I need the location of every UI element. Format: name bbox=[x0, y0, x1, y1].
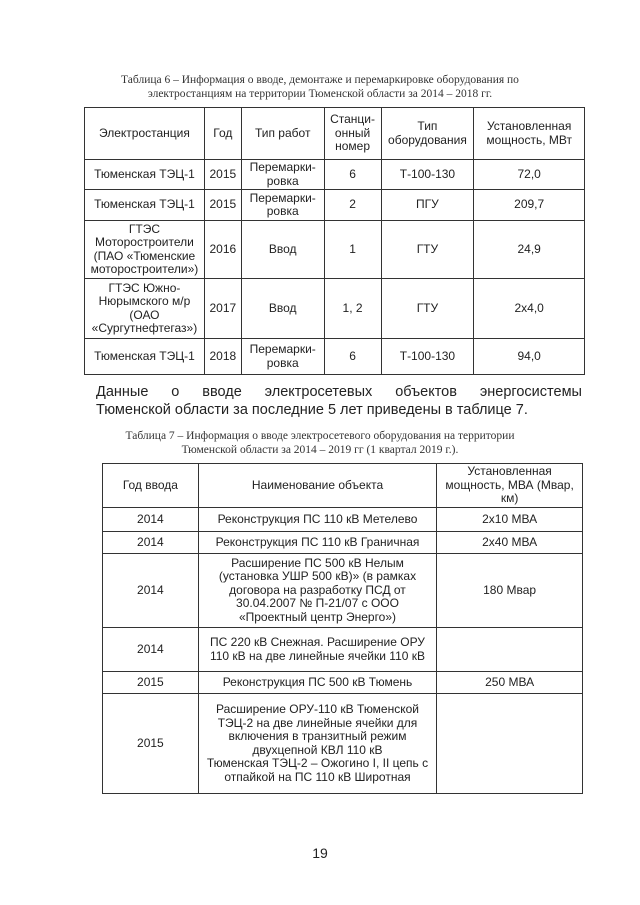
table-cell: Тюменская ТЭЦ-1 bbox=[85, 160, 205, 190]
table-cell: 2х4,0 bbox=[474, 279, 585, 339]
table-cell: 94,0 bbox=[474, 339, 585, 375]
table-cell: ПС 220 кВ Снежная. Расширение ОРУ 110 кВ на две линейные ячейки 110 кВ bbox=[198, 628, 436, 672]
table-cell: Расширение ПС 500 кВ Нелым (установка УШР 500 кВ)» (в рамках договора на разработку ПСД от 30.04.2007 № П-21/07 с ООО «Проектный центр Энерго») bbox=[198, 554, 436, 628]
table-cell: Тюменская ТЭЦ-1 bbox=[85, 190, 205, 221]
paragraph-word: о bbox=[171, 384, 180, 400]
table-row bbox=[85, 190, 585, 221]
table-row bbox=[85, 279, 585, 339]
table6 bbox=[84, 107, 585, 375]
table-cell: Реконструкция ПС 110 кВ Граничная bbox=[198, 532, 436, 554]
table-cell: Т-100-130 bbox=[381, 160, 474, 190]
table6-header-row bbox=[85, 108, 585, 160]
table-cell: 6 bbox=[324, 339, 381, 375]
table6-header-work-type: Тип работ bbox=[241, 108, 324, 160]
table-cell: 24,9 bbox=[474, 221, 585, 279]
table7-header-object-name: Наименование объекта bbox=[198, 464, 436, 508]
table-cell: 2015 bbox=[204, 190, 241, 221]
table-cell: ГТУ bbox=[381, 221, 474, 279]
body-paragraph bbox=[96, 383, 582, 419]
table-cell: 209,7 bbox=[474, 190, 585, 221]
table-cell: Т-100-130 bbox=[381, 339, 474, 375]
table-cell: Тюменская ТЭЦ-1 bbox=[85, 339, 205, 375]
table-cell: 2014 bbox=[103, 628, 199, 672]
table-cell: ГТЭС Моторостроители (ПАО «Тюменские моторостроители») bbox=[85, 221, 205, 279]
table-cell: Перемарки- ровка bbox=[241, 339, 324, 375]
table-cell bbox=[437, 628, 583, 672]
table6-caption-line2: электростанциям на территории Тюменской области за 2014 – 2018 гг. bbox=[147, 88, 493, 100]
table-cell: 2014 bbox=[103, 554, 199, 628]
table-cell: 2015 bbox=[103, 672, 199, 694]
table-cell: 1 bbox=[324, 221, 381, 279]
table7 bbox=[102, 463, 583, 794]
table6-caption bbox=[60, 73, 580, 101]
table7-caption-line2: Тюменской области за 2014 – 2019 гг (1 квартал 2019 г.). bbox=[181, 444, 459, 456]
table-cell: Ввод bbox=[241, 279, 324, 339]
table-cell: 6 bbox=[324, 160, 381, 190]
table-cell: Ввод bbox=[241, 221, 324, 279]
table-row bbox=[85, 221, 585, 279]
table6-header-capacity: Установленная мощность, МВт bbox=[474, 108, 585, 160]
table-row bbox=[103, 672, 583, 694]
paragraph-word: электросетевых bbox=[264, 384, 373, 400]
table-cell: 2017 bbox=[204, 279, 241, 339]
table7-caption-line1: Таблица 7 – Информация о вводе электросетевого оборудования на территории bbox=[125, 430, 515, 442]
table-cell: ГТЭС Южно- Нюрымского м/р (ОАО «Сургутнефтегаз») bbox=[85, 279, 205, 339]
table-cell: 2018 bbox=[204, 339, 241, 375]
paragraph-line1 bbox=[96, 383, 582, 401]
paragraph-line2: Тюменской области за последние 5 лет приведены в таблице 7. bbox=[96, 402, 528, 418]
table7-header-year: Год ввода bbox=[103, 464, 199, 508]
table6-caption-line1: Таблица 6 – Информация о вводе, демонтаже и перемаркировке оборудования по bbox=[121, 74, 519, 86]
table6-header-station-number: Станци- онный номер bbox=[324, 108, 381, 160]
table-cell: Реконструкция ПС 500 кВ Тюмень bbox=[198, 672, 436, 694]
table-cell: Расширение ОРУ-110 кВ Тюменской ТЭЦ-2 на две линейные ячейки для включения в транзитный режим двухцепной КВЛ 110 кВ Тюменская ТЭЦ-2 – Ожогино I, II цепь с отпайкой на ПС 110 кВ Широтная bbox=[198, 694, 436, 794]
table-row bbox=[85, 160, 585, 190]
table-cell: 1, 2 bbox=[324, 279, 381, 339]
table-cell: Реконструкция ПС 110 кВ Метелево bbox=[198, 508, 436, 532]
table7-header-capacity: Установленная мощность, МВА (Мвар, км) bbox=[437, 464, 583, 508]
table-cell: 2016 bbox=[204, 221, 241, 279]
table-row bbox=[103, 554, 583, 628]
table-cell: 2014 bbox=[103, 508, 199, 532]
paragraph-word: Данные bbox=[96, 384, 149, 400]
table-cell: 2015 bbox=[204, 160, 241, 190]
table6-header-equipment-type: Тип оборудования bbox=[381, 108, 474, 160]
table7-header-row bbox=[103, 464, 583, 508]
page-number: 19 bbox=[312, 845, 328, 861]
paragraph-word: объектов bbox=[395, 384, 457, 400]
table-row bbox=[103, 694, 583, 794]
table-cell: 180 Мвар bbox=[437, 554, 583, 628]
table-cell: Перемарки- ровка bbox=[241, 190, 324, 221]
table-cell: 2 bbox=[324, 190, 381, 221]
paragraph-word: вводе bbox=[202, 384, 242, 400]
table-cell: Перемарки- ровка bbox=[241, 160, 324, 190]
table-cell: ГТУ bbox=[381, 279, 474, 339]
paragraph-word: энергосистемы bbox=[479, 384, 582, 400]
table-row bbox=[103, 628, 583, 672]
table6-header-station: Электростанция bbox=[85, 108, 205, 160]
table6-header-year: Год bbox=[204, 108, 241, 160]
table-row bbox=[103, 532, 583, 554]
table-cell: 2х40 МВА bbox=[437, 532, 583, 554]
table7-caption bbox=[60, 429, 580, 457]
table-row bbox=[103, 508, 583, 532]
table-cell: 2х10 МВА bbox=[437, 508, 583, 532]
table-row bbox=[85, 339, 585, 375]
table-cell: 72,0 bbox=[474, 160, 585, 190]
table-cell: 2015 bbox=[103, 694, 199, 794]
table-cell: 2014 bbox=[103, 532, 199, 554]
table-cell: 250 МВА bbox=[437, 672, 583, 694]
table-cell bbox=[437, 694, 583, 794]
table-cell: ПГУ bbox=[381, 190, 474, 221]
